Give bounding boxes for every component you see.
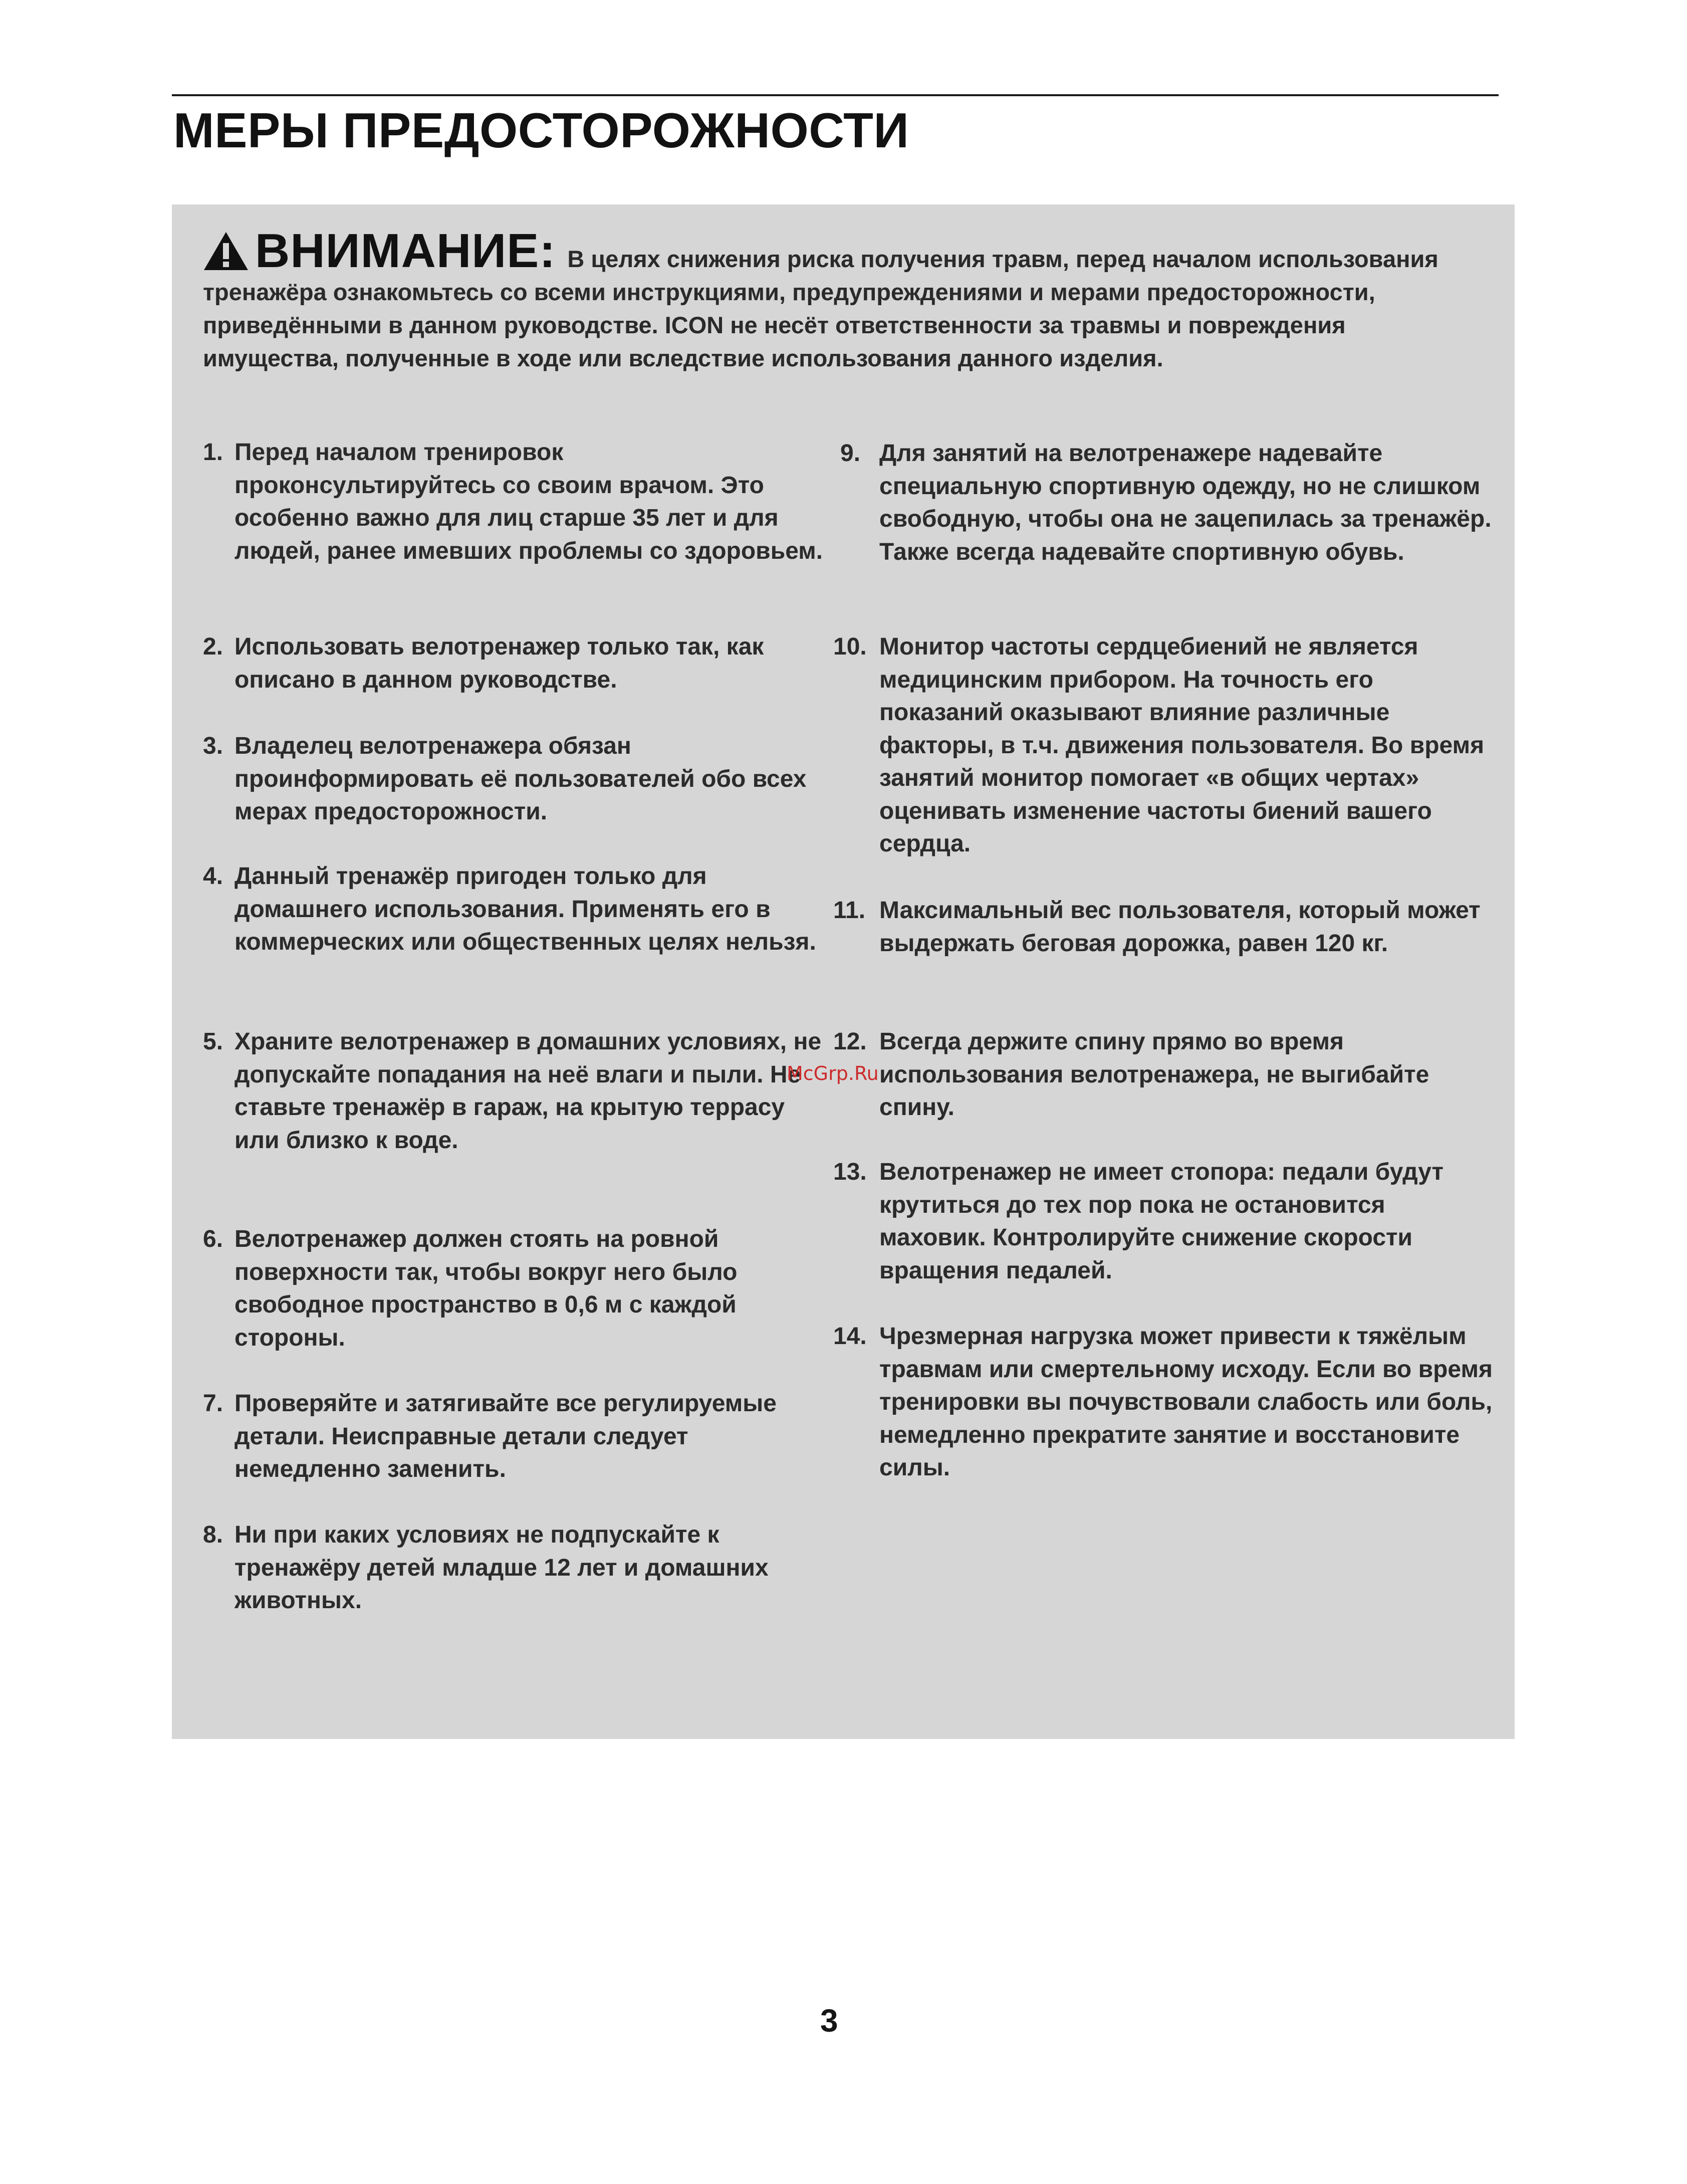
item-number: 4.: [203, 863, 223, 890]
item-number: 14.: [833, 1323, 867, 1350]
item-number: 6.: [203, 1226, 223, 1252]
list-item: [833, 437, 1495, 568]
list-item: [203, 630, 824, 696]
item-number: 3.: [203, 733, 223, 759]
list-item: [203, 1025, 824, 1157]
list-item: [203, 436, 824, 567]
list-item: [203, 730, 824, 828]
list-item: [833, 1025, 1495, 1124]
list-item: [203, 1223, 824, 1354]
list-item: [203, 860, 824, 959]
item-text: Велотренажер не имеет стопора: педали будут крутиться до тех пор пока не остановится маховик. Контролируйте снижение скорости вращения педалей.: [879, 1159, 1444, 1284]
item-text: Проверяйте и затягивайте все регулируемые детали. Неисправные детали следует немедленно заменить.: [234, 1390, 777, 1482]
list-item: [833, 894, 1495, 960]
item-number: 13.: [833, 1159, 867, 1185]
item-number: 5.: [203, 1028, 223, 1055]
safety-panel: [172, 204, 1515, 1739]
item-number: 11.: [833, 897, 866, 924]
item-number: 8.: [203, 1521, 223, 1548]
page-title: МЕРЫ ПРЕДОСТОРОЖНОСТИ: [173, 103, 909, 158]
list-item: [203, 1387, 824, 1486]
warning-label: ВНИМАНИЕ:: [255, 224, 556, 278]
list-item: [833, 1156, 1495, 1287]
item-text: Владелец велотренажера обязан проинформировать её пользователей обо всех мерах предосторожности.: [234, 733, 807, 825]
item-text: Использовать велотренажер только так, как описано в данном руководстве.: [234, 633, 764, 693]
list-item: [833, 1320, 1495, 1484]
item-text: Максимальный вес пользователя, который может выдержать беговая дорожка, равен 120 кг.: [879, 897, 1481, 957]
item-text: Велотренажер должен стоять на ровной поверхности так, чтобы вокруг него было свободное пространство в 0,6 м с каждой стороны.: [234, 1226, 738, 1351]
watermark: McGrp.Ru: [787, 1062, 879, 1084]
item-text: Монитор частоты сердцебиений не является медицинским прибором. На точность его показаний оказывают влияние различные факторы, в т.ч. движения пользователя. Во время занятий монитор помогает «в общих чертах» оценивать изменение частоты биений вашего сердца.: [879, 633, 1485, 857]
item-number: 10.: [833, 633, 867, 660]
item-text: Ни при каких условиях не подпускайте к тренажёру детей младше 12 лет и домашних животных.: [234, 1521, 769, 1614]
item-text: Всегда держите спину прямо во время использования велотренажера, не выгибайте спину.: [879, 1028, 1429, 1121]
page-number: 3: [820, 2003, 838, 2039]
item-number: 9.: [840, 440, 861, 467]
item-text: Храните велотренажер в домашних условиях, не допускайте попадания на неё влаги и пыли. Не ставьте тренажёр в гараж, на крытую террасу или близко к воде.: [234, 1028, 822, 1154]
header-rule: [172, 94, 1499, 96]
item-text: Для занятий на велотренажере надевайте специальную спортивную одежду, но не слишком свободную, чтобы она не зацепилась за тренажёр. Также всегда надевайте спортивную обувь.: [879, 440, 1492, 565]
list-item: [203, 1518, 824, 1617]
list-item: [833, 630, 1495, 860]
item-text: Чрезмерная нагрузка может привести к тяжёлым травмам или смертельному исходу. Если во время тренировки вы почувствовали слабость или боль, немедленно прекратите занятие и восстановите силы.: [879, 1323, 1493, 1481]
warning-text: В целях снижения риска получения травм, перед началом использования тренажёра ознакомьтесь со всеми инструкциями, предупреждениями и мерами предосторожности, приведёнными в данном руководстве. ICON не несёт ответственности за травмы и повреждения имущества, полученные в ходе или вследствие использования данного изделия.: [203, 246, 1438, 371]
item-text: Данный тренажёр пригоден только для домашнего использования. Применять его в коммерческих или общественных целях нельзя.: [234, 863, 816, 955]
warning-triangle-icon: [203, 231, 249, 271]
item-text: Перед началом тренировок проконсультируйтесь со своим врачом. Это особенно важно для лиц старше 35 лет и для людей, ранее имевших проблемы со здоровьем.: [234, 439, 823, 564]
item-number: 2.: [203, 633, 223, 660]
warning-block: [203, 224, 1476, 375]
item-number: 7.: [203, 1390, 223, 1417]
item-number: 1.: [203, 439, 223, 466]
warning-heading: [203, 224, 561, 278]
item-number: 12.: [833, 1028, 867, 1055]
